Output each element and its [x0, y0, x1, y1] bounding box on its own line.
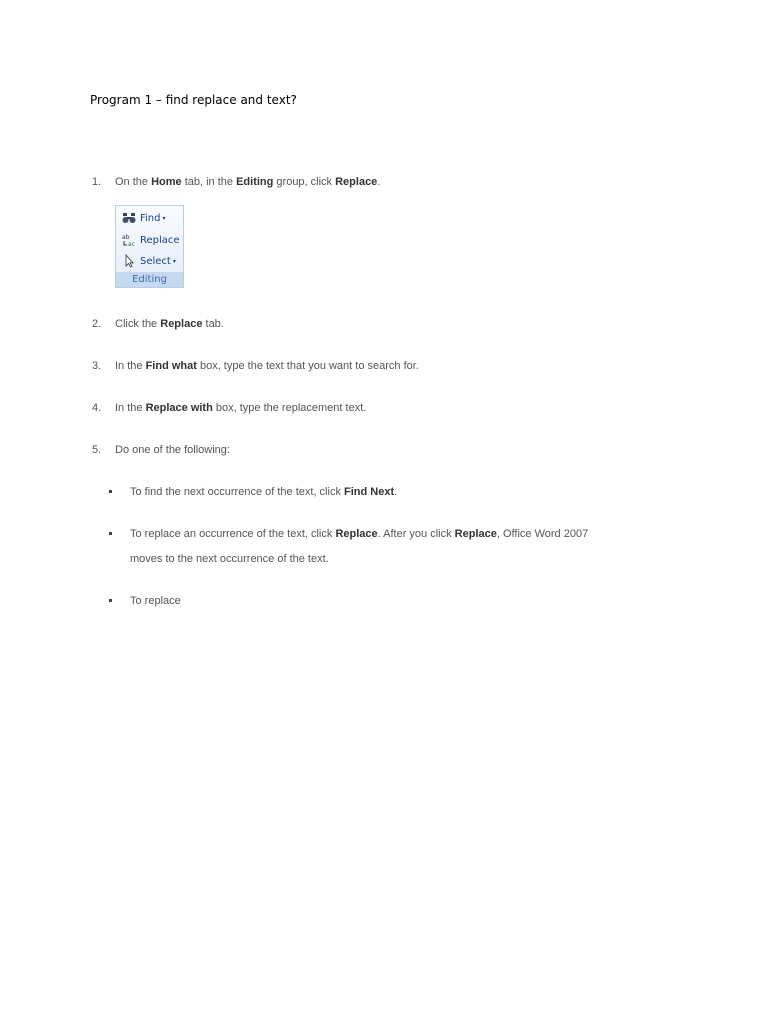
chevron-down-icon: ▾: [162, 214, 166, 222]
step-number: 2.: [92, 318, 102, 330]
ribbon-select: Select ▾: [122, 253, 176, 269]
chevron-down-icon: ▾: [172, 257, 176, 265]
bullet-text: To replace: [130, 595, 181, 607]
svg-text:ac: ac: [128, 241, 135, 247]
ribbon-find: Find ▾: [122, 210, 166, 226]
svg-text:ab: ab: [122, 234, 130, 241]
step-text: On the Home tab, in the Editing group, click Replace.: [115, 176, 381, 188]
page-title: Program 1 – find replace and text?: [90, 93, 297, 107]
cursor-arrow-icon: [122, 254, 136, 268]
bullet-text: To replace an occurrence of the text, click Replace. After you click Replace, Office Word 2007 moves to the next occurrence of the text.: [130, 528, 589, 565]
step-text: In the Find what box, type the text that you want to search for.: [115, 360, 419, 372]
bullet-marker-icon: [109, 490, 112, 493]
step-text: Click the Replace tab.: [115, 318, 224, 330]
bullet-marker-icon: [109, 599, 112, 602]
step-number: 1.: [92, 176, 102, 188]
binoculars-icon: [122, 211, 136, 225]
bullet-marker-icon: [109, 532, 112, 535]
step-number: 4.: [92, 402, 102, 414]
ribbon-group-label: Editing: [116, 272, 183, 287]
step-text: Do one of the following:: [115, 444, 230, 456]
step-text: In the Replace with box, type the replacement text.: [115, 402, 367, 414]
bullet-text: To find the next occurrence of the text, click Find Next.: [130, 486, 398, 498]
ribbon-replace: ab ac Replace: [122, 234, 180, 247]
replace-abc-icon: [122, 233, 136, 247]
step-number: 3.: [92, 360, 102, 372]
editing-group-image: [115, 205, 184, 288]
step-number: 5.: [92, 444, 102, 456]
